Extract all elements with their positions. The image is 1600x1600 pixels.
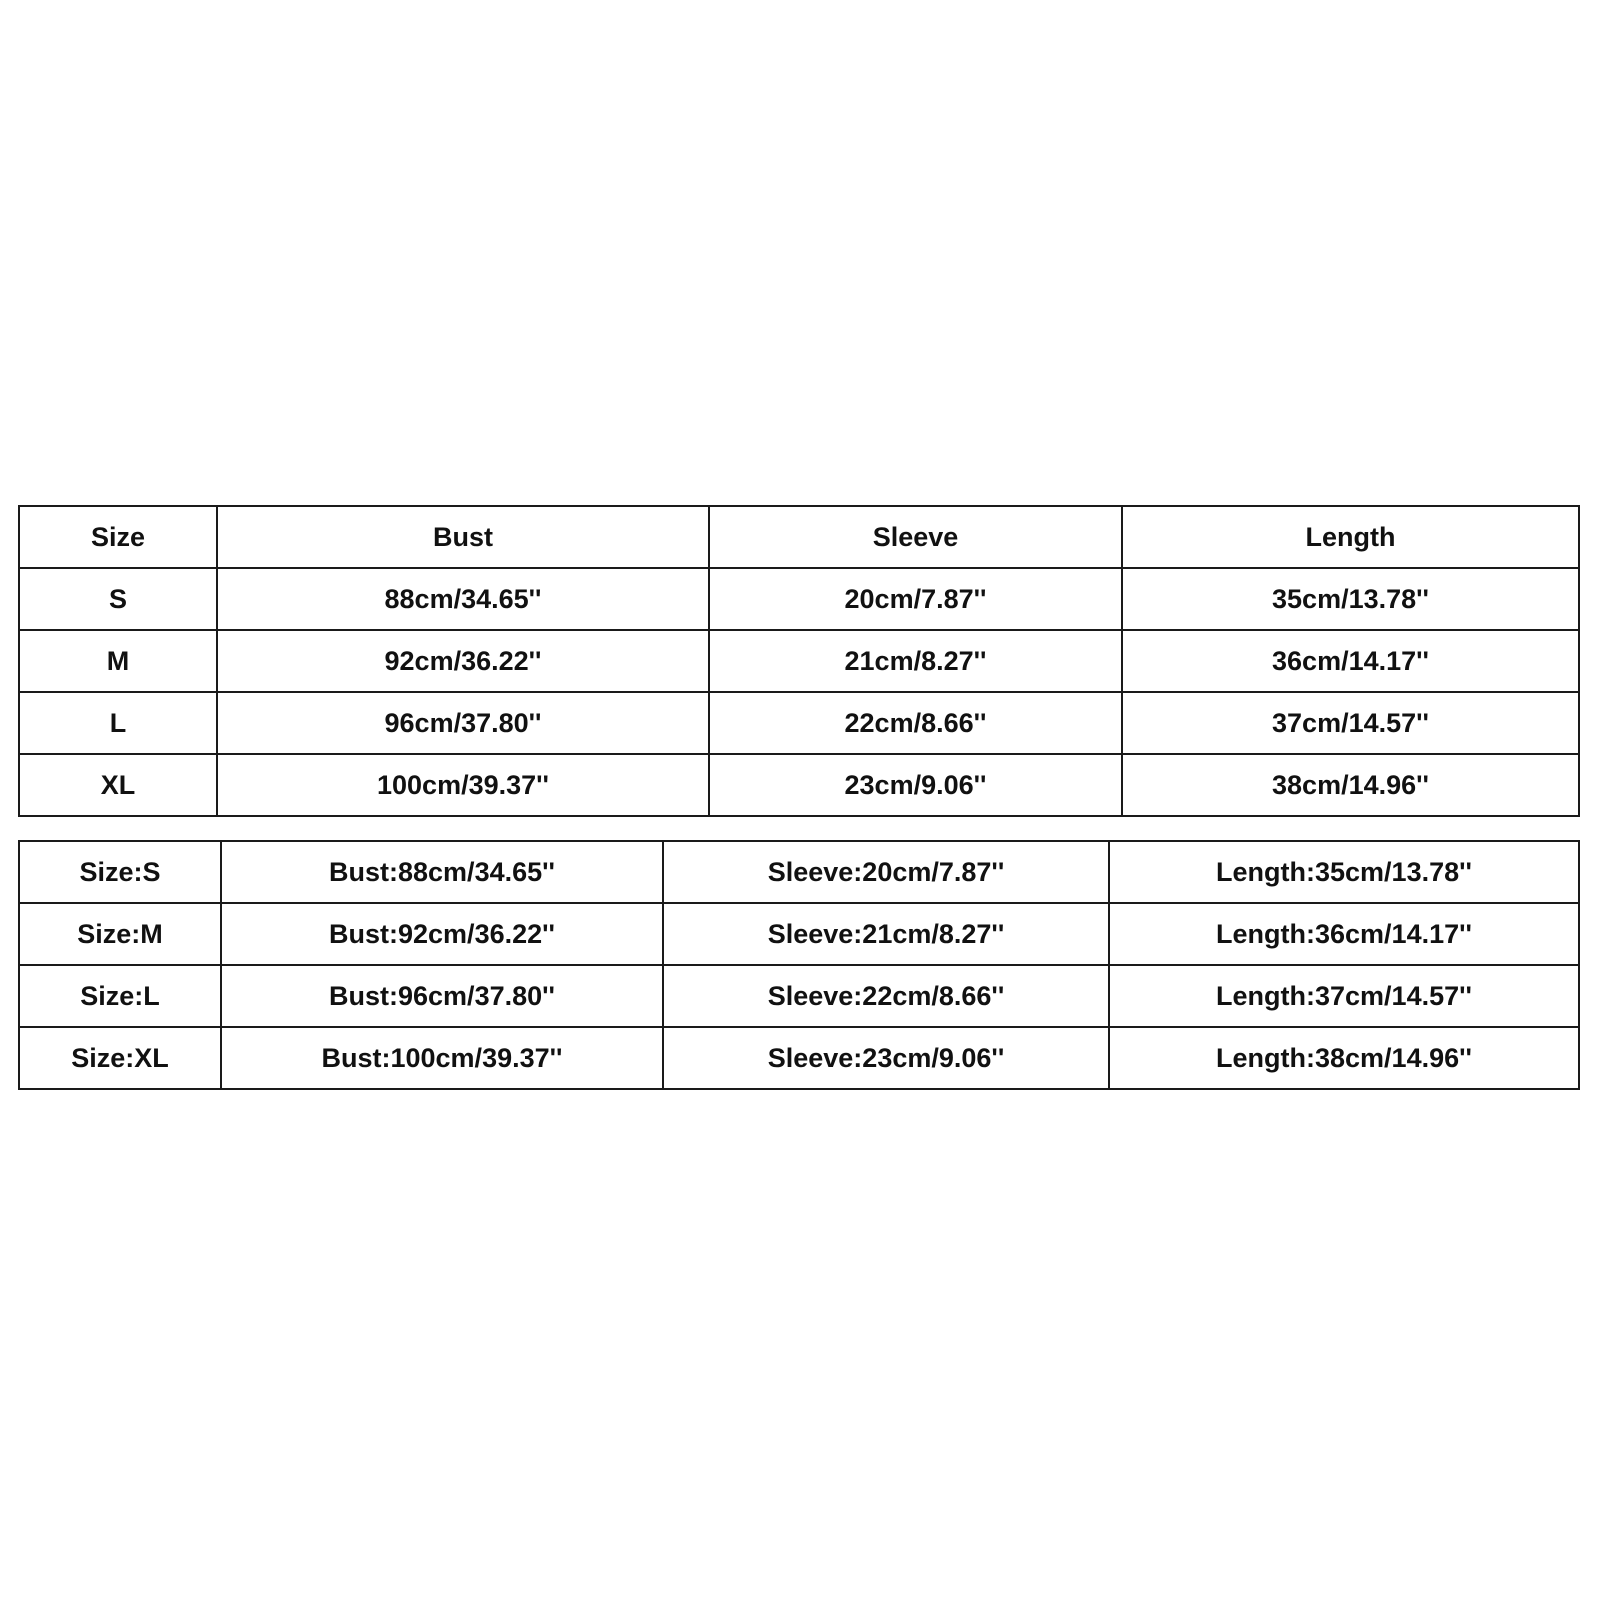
cell-size: M	[19, 630, 217, 692]
cell-length: 36cm/14.17''	[1122, 630, 1579, 692]
table-row	[19, 568, 1579, 630]
cell-bust: Bust:100cm/39.37''	[221, 1027, 663, 1089]
cell-size: S	[19, 568, 217, 630]
cell-length: Length:38cm/14.96''	[1109, 1027, 1579, 1089]
table-row	[19, 630, 1579, 692]
cell-size: Size:M	[19, 903, 221, 965]
cell-bust: 100cm/39.37''	[217, 754, 709, 816]
cell-sleeve: 23cm/9.06''	[709, 754, 1122, 816]
table-header-row	[19, 506, 1579, 568]
table-row	[19, 692, 1579, 754]
table-row	[19, 1027, 1579, 1089]
cell-sleeve: Sleeve:21cm/8.27''	[663, 903, 1109, 965]
cell-bust: Bust:88cm/34.65''	[221, 841, 663, 903]
cell-size: L	[19, 692, 217, 754]
cell-length: Length:35cm/13.78''	[1109, 841, 1579, 903]
cell-length: 38cm/14.96''	[1122, 754, 1579, 816]
cell-length: Length:37cm/14.57''	[1109, 965, 1579, 1027]
header-sleeve: Sleeve	[709, 506, 1122, 568]
size-detail-table	[18, 840, 1580, 1090]
cell-sleeve: 22cm/8.66''	[709, 692, 1122, 754]
cell-bust: Bust:92cm/36.22''	[221, 903, 663, 965]
cell-length: Length:36cm/14.17''	[1109, 903, 1579, 965]
cell-bust: Bust:96cm/37.80''	[221, 965, 663, 1027]
header-size: Size	[19, 506, 217, 568]
header-bust: Bust	[217, 506, 709, 568]
cell-length: 37cm/14.57''	[1122, 692, 1579, 754]
cell-size: XL	[19, 754, 217, 816]
cell-sleeve: 20cm/7.87''	[709, 568, 1122, 630]
cell-sleeve: Sleeve:23cm/9.06''	[663, 1027, 1109, 1089]
cell-sleeve: 21cm/8.27''	[709, 630, 1122, 692]
header-length: Length	[1122, 506, 1579, 568]
table-row	[19, 841, 1579, 903]
cell-bust: 92cm/36.22''	[217, 630, 709, 692]
cell-size: Size:L	[19, 965, 221, 1027]
cell-size: Size:XL	[19, 1027, 221, 1089]
cell-bust: 88cm/34.65''	[217, 568, 709, 630]
cell-sleeve: Sleeve:20cm/7.87''	[663, 841, 1109, 903]
cell-sleeve: Sleeve:22cm/8.66''	[663, 965, 1109, 1027]
size-chart-table	[18, 505, 1580, 817]
table-row	[19, 965, 1579, 1027]
table-row	[19, 903, 1579, 965]
cell-length: 35cm/13.78''	[1122, 568, 1579, 630]
cell-bust: 96cm/37.80''	[217, 692, 709, 754]
cell-size: Size:S	[19, 841, 221, 903]
table-row	[19, 754, 1579, 816]
